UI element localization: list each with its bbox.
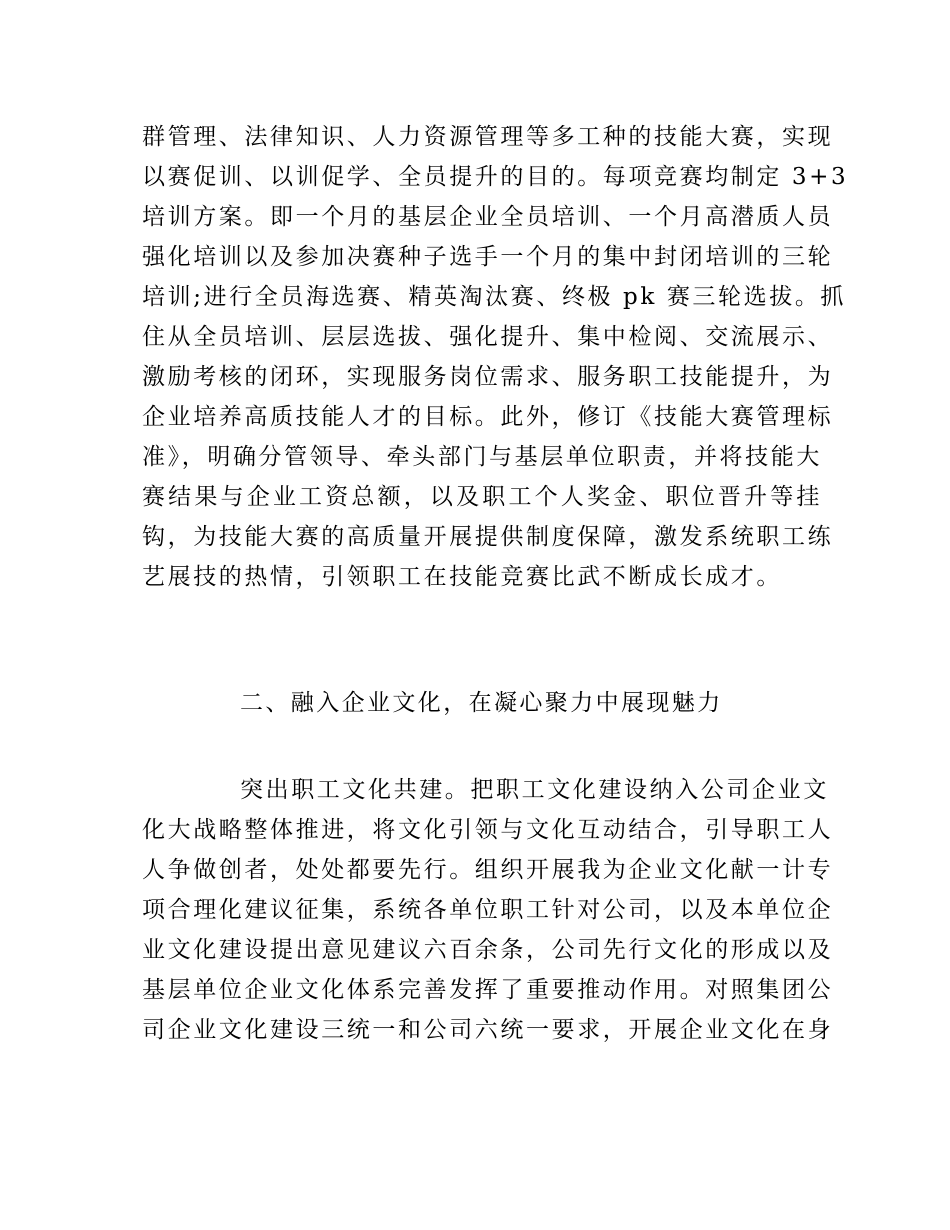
section-heading: 二、融入企业文化，在凝心聚力中展现魅力 <box>240 690 723 716</box>
text-line: 突出职工文化共建。把职工文化建设纳入公司企业文 <box>240 777 829 803</box>
text-line: 准》，明确分管领导、牵头部门与基层单位职责，并将技能大 <box>142 444 822 470</box>
text-line: 艺展技的热情，引领职工在技能竞赛比武不断成长成才。 <box>142 564 782 590</box>
text-line: 钩，为技能大赛的高质量开展提供制度保障，激发系统职工练 <box>142 524 834 550</box>
text-line: 化大战略整体推进，将文化引领与文化互动结合，引导职工人 <box>142 817 834 843</box>
text-line: 企业培养高质技能人才的目标。此外，修订《技能大赛管理标 <box>142 404 834 430</box>
text-line: 培训方案。即一个月的基层企业全员培训、一个月高潜质人员 <box>142 204 834 230</box>
text-line: 以赛促训、以训促学、全员提升的目的。每项竞赛均制定 3+3 <box>142 164 849 190</box>
text-line: 业文化建设提出意见建议六百余条，公司先行文化的形成以及 <box>142 937 834 963</box>
text-line: 住从全员培训、层层选拔、强化提升、集中检阅、交流展示、 <box>142 324 834 350</box>
text-line: 强化培训以及参加决赛种子选手一个月的集中封闭培训的三轮 <box>142 244 834 270</box>
text-line: 群管理、法律知识、人力资源管理等多工种的技能大赛，实现 <box>142 124 834 150</box>
text-line: 司企业文化建设三统一和公司六统一要求，开展企业文化在身 <box>142 1017 834 1043</box>
text-line: 赛结果与企业工资总额，以及职工个人奖金、职位晋升等挂 <box>142 484 822 510</box>
text-line: 人争做创者，处处都要先行。组织开展我为企业文化献一计专 <box>142 857 834 883</box>
text-line: 项合理化建议征集，系统各单位职工针对公司，以及本单位企 <box>142 897 834 923</box>
text-line: 基层单位企业文化体系完善发挥了重要推动作用。对照集团公 <box>142 977 834 1003</box>
text-line: 培训;进行全员海选赛、精英淘汰赛、终极 pk 赛三轮选拔。抓 <box>142 284 847 310</box>
text-line: 激励考核的闭环，实现服务岗位需求、服务职工技能提升，为 <box>142 364 834 390</box>
